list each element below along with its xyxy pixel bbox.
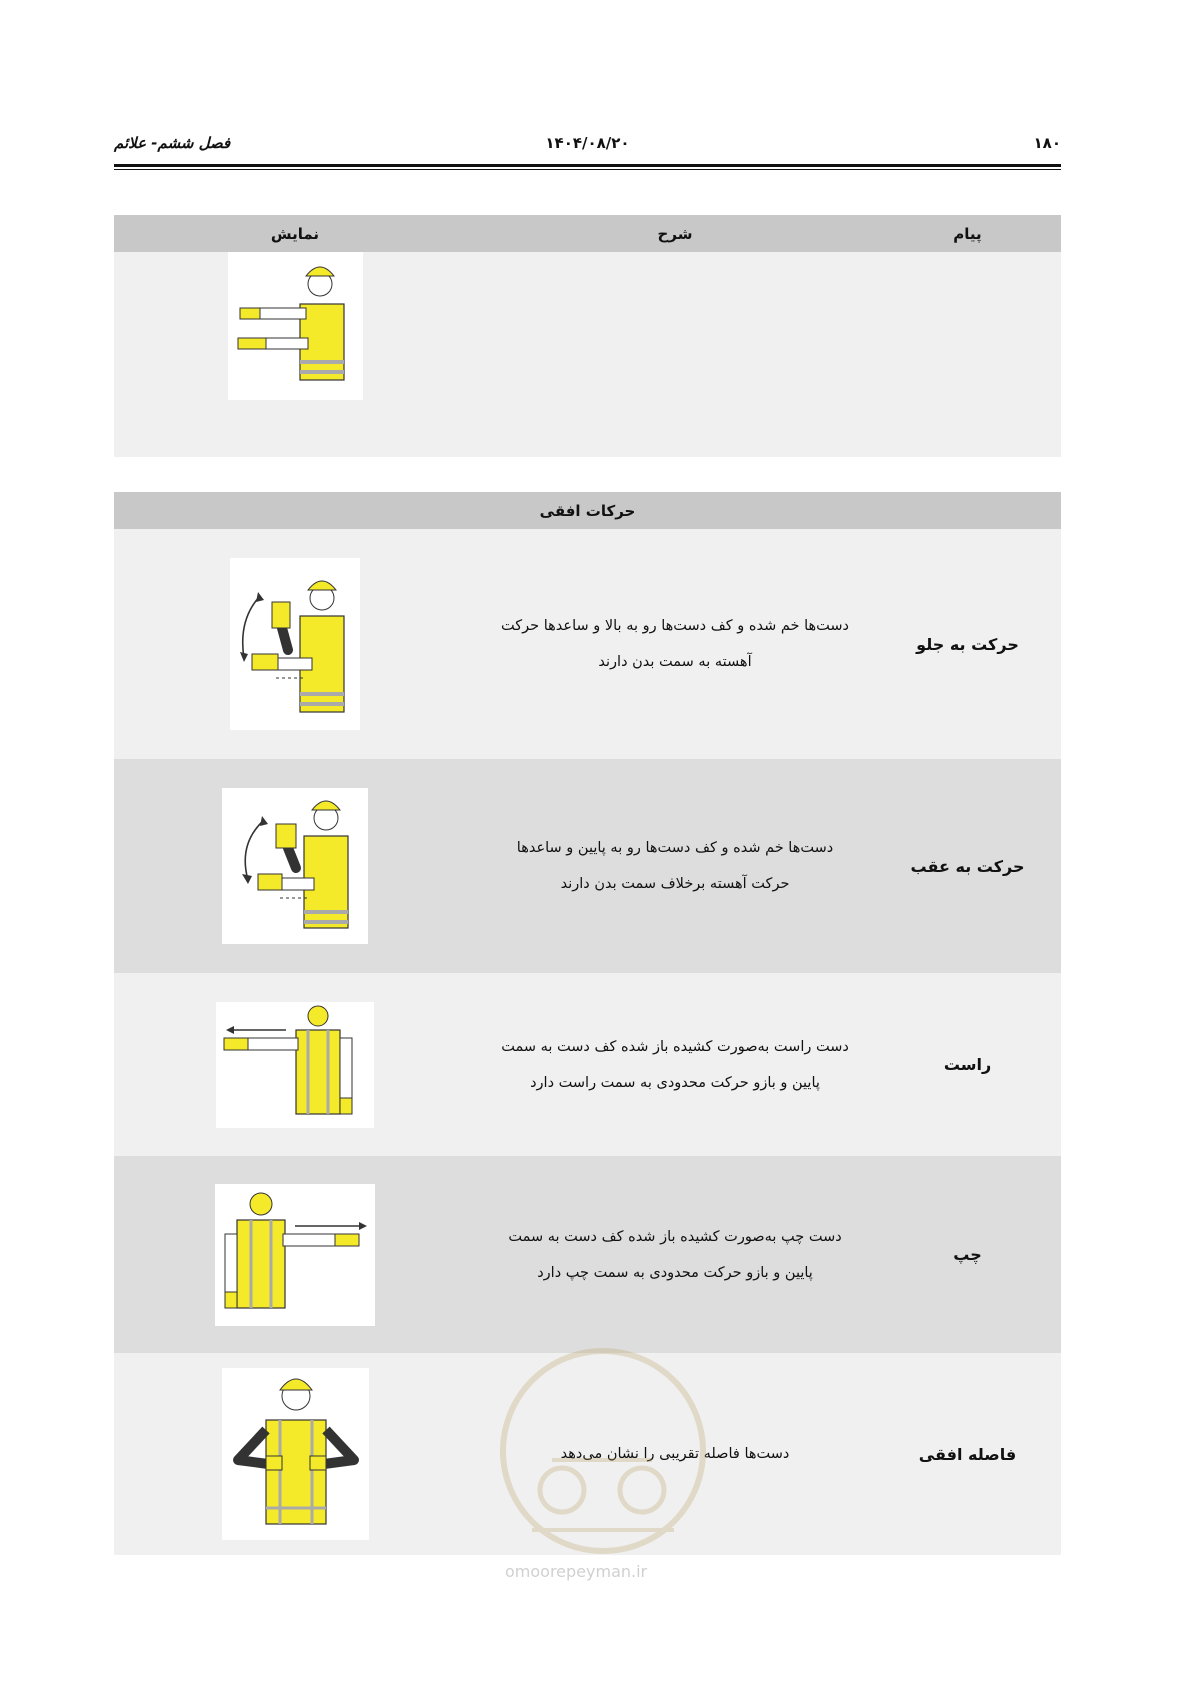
page-number: ۱۸۰ <box>1033 134 1061 152</box>
header-rule-thick <box>114 164 1061 167</box>
worker-arms-forward-figure <box>228 252 363 400</box>
header-rule-thin <box>114 169 1061 170</box>
section-header-row <box>114 492 1061 529</box>
row-message: حرکت به عقب <box>910 856 1025 876</box>
worker-move-backward-figure <box>222 788 368 944</box>
row-message: حرکت به جلو <box>916 634 1019 654</box>
description-line: دست‌ها خم شده و کف دست‌ها رو به پایین و ساعدها <box>516 840 834 856</box>
header-message: پیام <box>874 215 1061 252</box>
description-line: دست راست به‌صورت کشیده باز شده کف دست به سمت <box>501 1038 849 1055</box>
row-description <box>476 1156 874 1353</box>
table-row <box>114 529 1061 759</box>
horizontal-movements-table <box>114 492 1061 1555</box>
row-message <box>874 252 1061 457</box>
section-title: حرکات افقی <box>114 492 1061 529</box>
worker-move-forward-figure <box>230 558 360 730</box>
table-row <box>114 252 1061 457</box>
description-line: آهسته به سمت بدن دارند <box>598 654 752 670</box>
table-row <box>114 1353 1061 1555</box>
table-row <box>114 973 1061 1156</box>
worker-right-figure <box>216 1002 374 1128</box>
description-line: پایین و بازو حرکت محدودی به سمت چپ دارد <box>537 1264 813 1281</box>
table-row <box>114 759 1061 973</box>
header-display: نمایش <box>114 215 476 252</box>
row-description <box>476 759 874 973</box>
description-line: پایین و بازو حرکت محدودی به سمت راست دارد <box>530 1074 820 1091</box>
row-description <box>476 973 874 1156</box>
description-line: دست‌ها فاصله تقریبی را نشان می‌دهد <box>560 1446 790 1462</box>
watermark-site: omoorepeyman.ir <box>505 1562 648 1581</box>
description-line: حرکت آهسته برخلاف سمت بدن دارند <box>560 876 790 892</box>
row-description <box>476 252 874 457</box>
document-date: ۱۴۰۴/۰۸/۲۰ <box>545 134 630 152</box>
table-row <box>114 1156 1061 1353</box>
signals-table-continued <box>114 215 1061 457</box>
table-header-row <box>114 215 1061 252</box>
header-description: شرح <box>476 215 874 252</box>
row-message: چپ <box>953 1245 982 1264</box>
worker-horizontal-distance-figure <box>222 1368 369 1540</box>
row-message: فاصله افقی <box>918 1444 1017 1464</box>
description-line: دست‌ها خم شده و کف دست‌ها رو به بالا و ساعدها حرکت <box>501 618 849 634</box>
row-description <box>476 529 874 759</box>
chapter-title: فصل ششم- علائم <box>114 134 231 152</box>
worker-left-figure <box>215 1184 375 1326</box>
row-description <box>476 1353 874 1555</box>
description-line: دست چپ به‌صورت کشیده باز شده کف دست به سمت <box>508 1228 842 1245</box>
row-message: راست <box>943 1055 992 1074</box>
